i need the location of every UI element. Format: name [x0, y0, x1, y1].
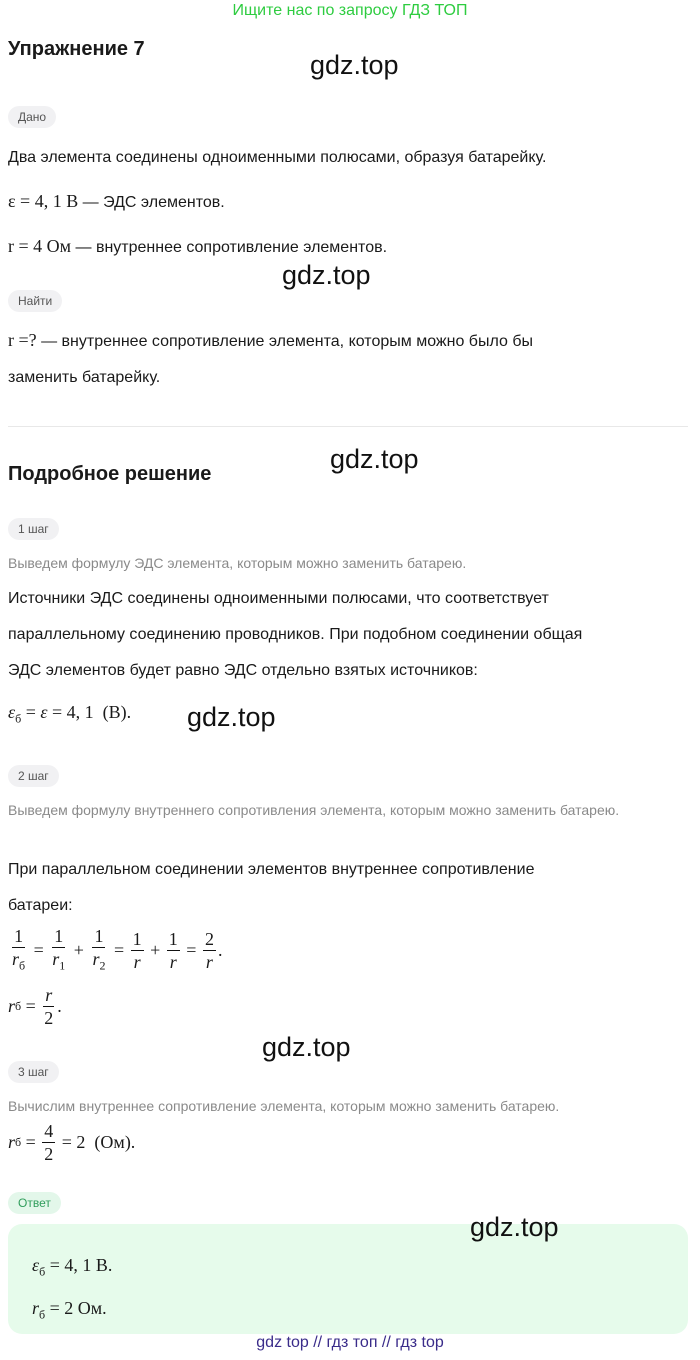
step1-line: параллельному соединению проводников. При подобном соединении общая	[8, 626, 583, 643]
divider	[8, 426, 688, 427]
promo-banner: Ищите нас по запросу ГДЗ ТОП	[232, 2, 468, 19]
step3-formula: r б = $\frac{4}{2}$ = 2 (Ом).	[8, 1121, 136, 1164]
answer-line-2: $r_б = 2$ Ом.	[32, 1298, 107, 1322]
answer-chip: Ответ	[8, 1192, 61, 1214]
footer-links: gdz top // гдз топ // гдз top	[256, 1334, 444, 1351]
step1-line: ЭДС элементов будет равно ЭДС отдельно взятых источников:	[8, 662, 478, 679]
step2-formula-2: r б = $\frac{r}{2}$ .	[8, 985, 62, 1028]
given-chip: Дано	[8, 106, 56, 128]
step2-chip: 2 шаг	[8, 765, 59, 787]
step3-hint: Вычислим внутреннее сопротивление элемента, которым можно заменить батарею.	[8, 1098, 560, 1114]
watermark: gdz.top	[187, 702, 276, 732]
watermark: gdz.top	[470, 1212, 559, 1242]
r-formula: r = 4 Ом	[8, 236, 72, 256]
step1-chip: 1 шаг	[8, 518, 59, 540]
emf-description: — ЭДС элементов.	[82, 194, 225, 211]
emf-formula: ε = 4, 1 В	[8, 191, 79, 211]
page-title: Упражнение 7	[8, 38, 145, 60]
find-line-2: заменить батарейку.	[8, 369, 161, 386]
find-line	[8, 322, 688, 360]
step3-chip: 3 шаг	[8, 1061, 59, 1083]
watermark: gdz.top	[262, 1032, 351, 1062]
solution-title: Подробное решение	[8, 463, 212, 485]
answer-line-1: $\varepsilon_б = 4$, 1 В.	[32, 1255, 113, 1279]
step2-formula-1: $\frac{1}{r_б}$ = $\frac{1}{r_1}$ + $\frac{1}{r_2}$ = $\frac{1}{r}$ + $\frac{1}{r}$ = $\frac{2}{r}$ .	[12, 926, 223, 973]
step2-hint: Выведем формулу внутреннего сопротивления элемента, которым можно заменить батарею.	[8, 802, 620, 818]
find-text: — внутреннее сопротивление элемента, которым можно было бы	[41, 333, 533, 350]
watermark: gdz.top	[310, 50, 399, 80]
watermark: gdz.top	[282, 260, 371, 290]
given-emf-line	[8, 183, 688, 221]
watermark: gdz.top	[330, 444, 419, 474]
find-formula: r =?	[8, 330, 37, 350]
find-chip: Найти	[8, 290, 62, 312]
r-description: — внутреннее сопротивление элементов.	[75, 239, 388, 256]
step1-hint: Выведем формулу ЭДС элемента, которым можно заменить батарею.	[8, 555, 467, 571]
step1-line: Источники ЭДС соединены одноименными полюсами, что соответствует	[8, 590, 549, 607]
step2-line: батареи:	[8, 897, 73, 914]
step1-formula: $\varepsilon_б = \varepsilon = 4$, 1 (В).	[8, 702, 132, 726]
given-line: Два элемента соединены одноименными полюсами, образуя батарейку.	[8, 149, 547, 166]
step2-line: При параллельном соединении элементов внутреннее сопротивление	[8, 861, 535, 878]
